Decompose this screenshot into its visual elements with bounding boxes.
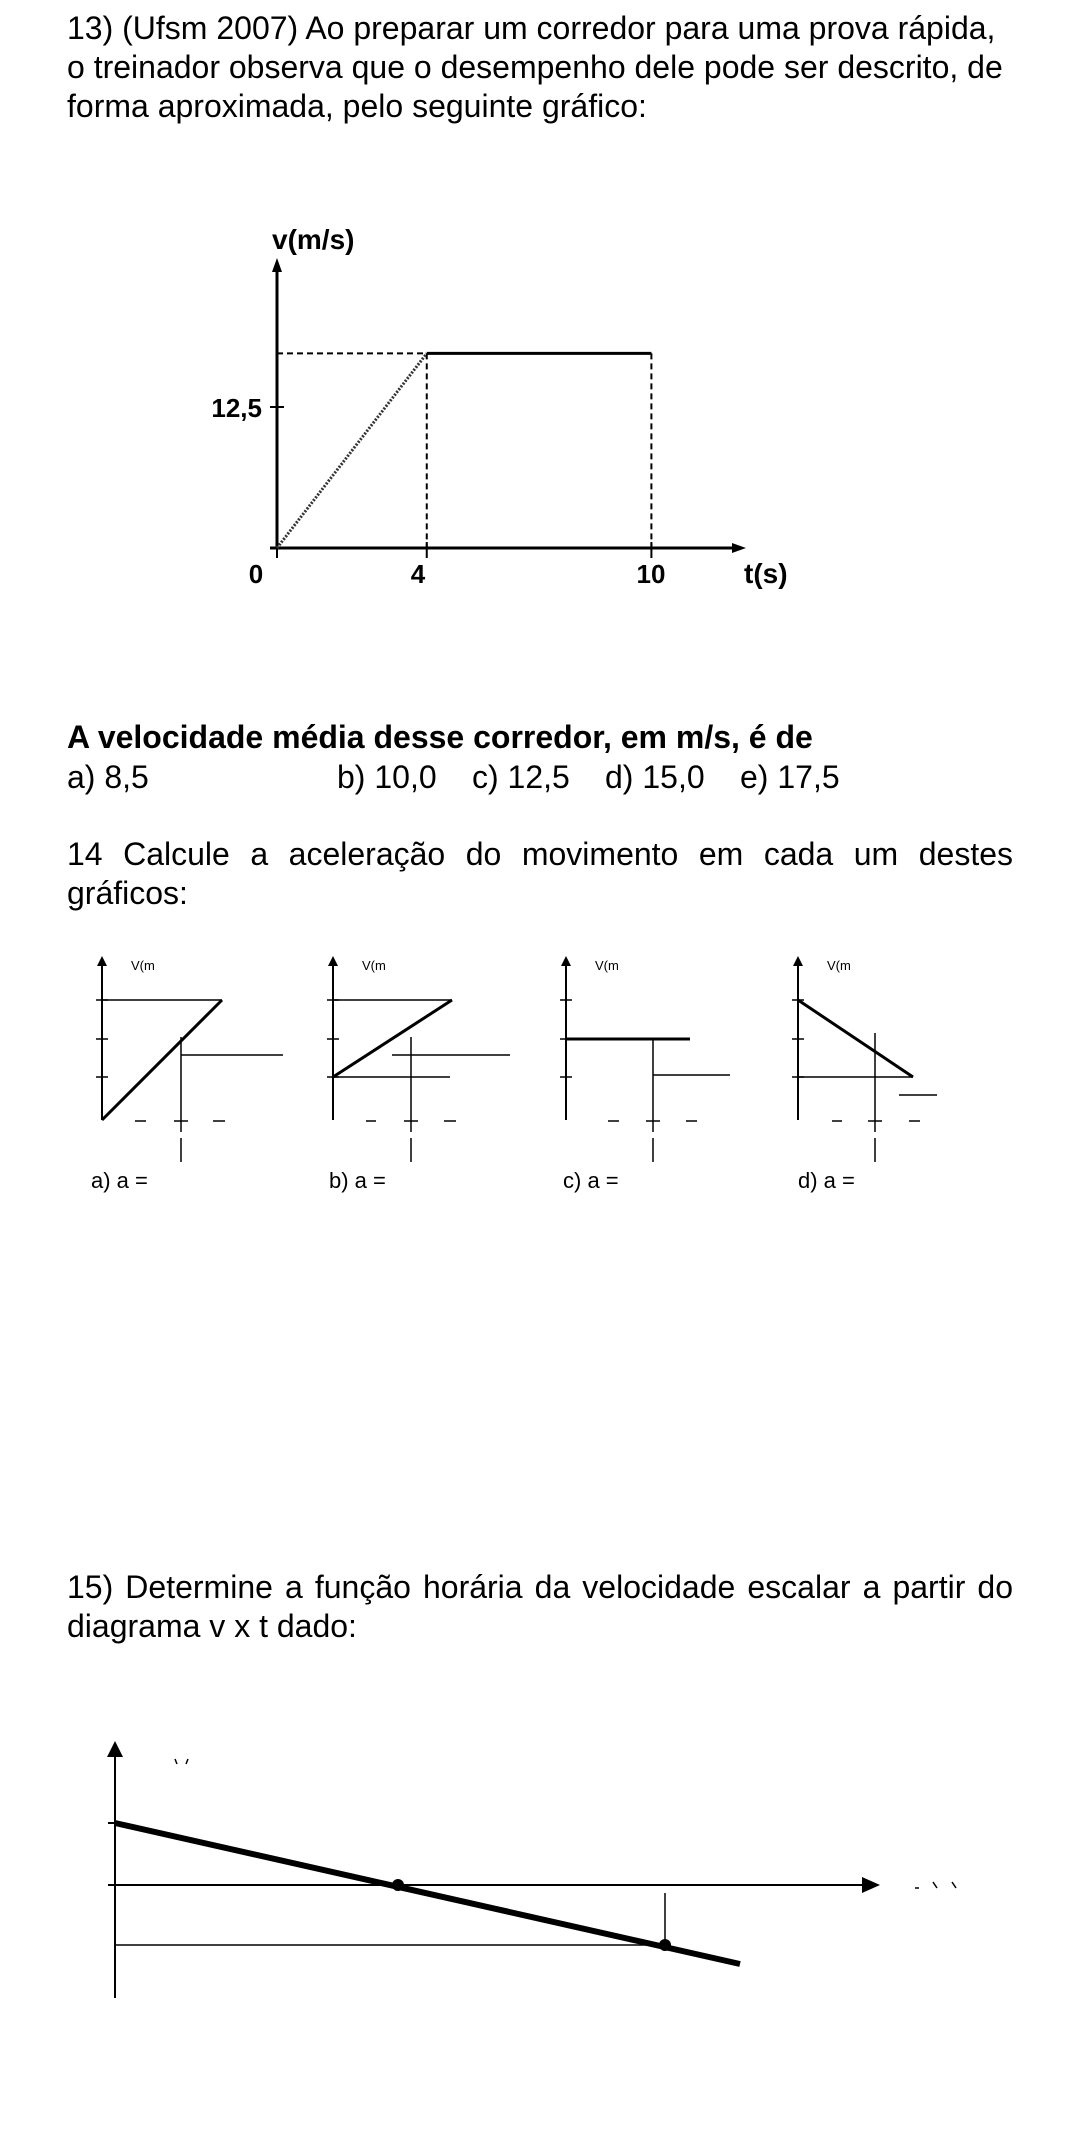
axis-label: V(m [595, 958, 619, 973]
graph-label: d) a = [798, 1168, 855, 1193]
velocity-line [115, 1823, 740, 1964]
q14-text: 14 Calcule a aceleração do movimento em cada um destes gráficos: [67, 836, 1013, 911]
lower-point [659, 1939, 671, 1951]
axis-arrow [561, 956, 571, 966]
y-tick-label: 12,5 [211, 393, 262, 423]
axis-arrow [793, 956, 803, 966]
axis-label: V(m [827, 958, 851, 973]
option-c: c) 12,5 [472, 759, 570, 795]
option-e: e) 17,5 [740, 759, 840, 795]
q13-question: A velocidade média desse corredor, em m/s, é de [67, 719, 813, 755]
graph-label: b) a = [329, 1168, 386, 1193]
y-axis-label: v(m/s) [272, 224, 355, 255]
graph-label: c) a = [563, 1168, 619, 1193]
velocity-line [102, 1000, 222, 1120]
option-b: b) 10,0 [337, 759, 437, 795]
option-a: a) 8,5 [67, 759, 149, 795]
velocity-line [333, 1000, 452, 1077]
x-tick-label-2: 10 [636, 559, 666, 589]
axis-label: V(m [131, 958, 155, 973]
x-tick-label-1: 4 [410, 559, 426, 589]
option-d: d) 15,0 [605, 759, 705, 795]
axis-arrow [328, 956, 338, 966]
x-axis-label: t(s) [744, 558, 788, 589]
q14-graph-d [777, 955, 997, 1215]
axis-label: V(m [362, 958, 386, 973]
q15-diagram [0, 1730, 1080, 2030]
x-axis-arrow [732, 543, 746, 553]
q14-graph-c [545, 955, 755, 1215]
x-tick-label-0: 0 [248, 559, 264, 589]
q14-graph-b [312, 955, 522, 1215]
axis-arrow [97, 956, 107, 966]
q13-chart [0, 0, 1080, 700]
velocity-line [798, 1000, 913, 1077]
q15-text: 15) Determine a função horária da velocidade escalar a partir do diagrama v x t dado: [67, 1569, 1013, 1644]
q14-graph-a [80, 955, 290, 1215]
q13-text: 13) (Ufsm 2007) Ao preparar um corredor para uma prova rápida, o treinador observa que o desempenho dele pode ser descrito, de forma aproximada, pelo seguinte gráfico: [67, 10, 1003, 124]
zero-crossing-point [392, 1879, 404, 1891]
v-axis-arrow [107, 1741, 123, 1757]
graph-label: a) a = [91, 1168, 148, 1193]
t-axis-arrow [862, 1877, 880, 1893]
series-ramp [277, 353, 427, 548]
y-axis-arrow [272, 258, 282, 272]
